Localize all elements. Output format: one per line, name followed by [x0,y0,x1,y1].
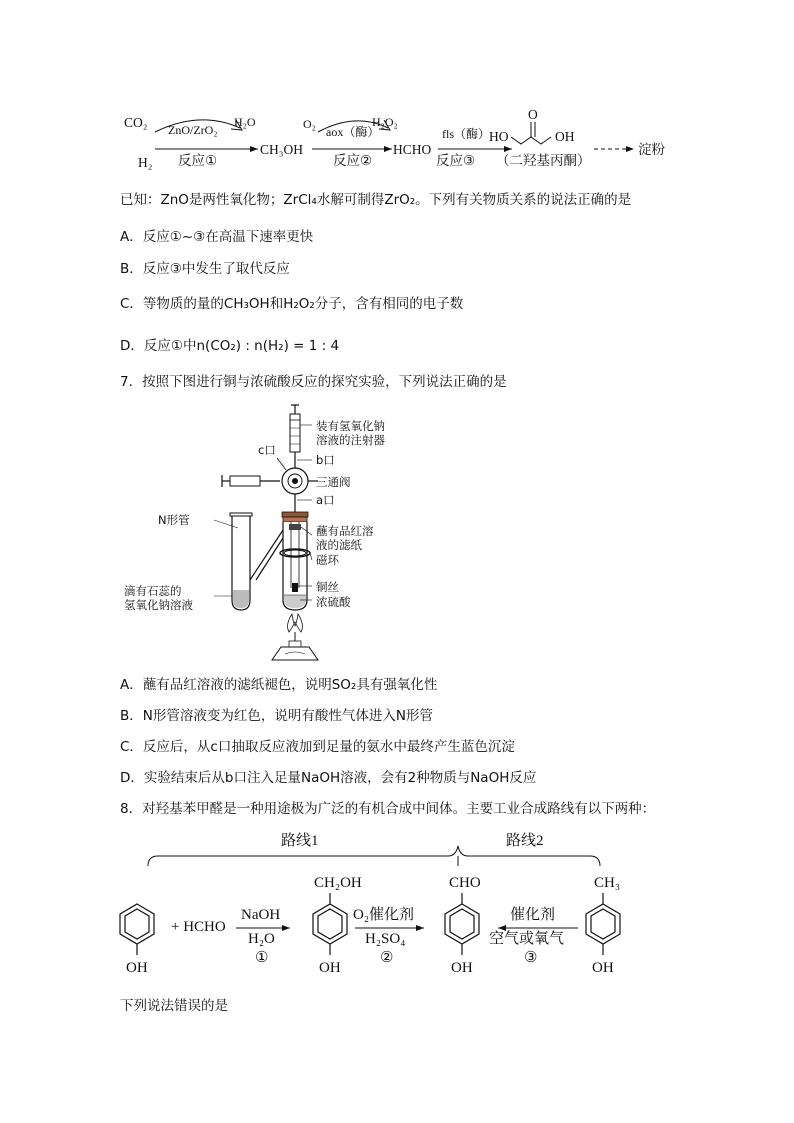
h2o-out-label: H₂O [234,115,256,129]
step2-label: ② [380,950,394,966]
h2-label: H₂ [138,155,153,170]
label-a-port: a口 [316,493,335,507]
reagent2-top: O₂催化剂 [353,907,415,923]
label-syringe: 装有氢氧化钠 [316,419,385,433]
hcho-label: HCHO [393,142,432,157]
co2-label: CO₂ [124,115,148,130]
q6-known: 已知：ZnO是两性氧化物；ZrCl₄水解可制得ZrO₂。下列有关物质关系的说法正确的是 [120,192,632,208]
phenol-oh: OH [126,960,148,976]
q7-stem: 7．按照下图进行铜与浓硫酸反应的探究实验，下列说法正确的是 [120,374,507,390]
label-valve: 三通阀 [316,475,351,489]
reaction1-label: 反应① [178,153,218,169]
label-filter-paper-2: 液的滤纸 [316,538,362,552]
label-cu-wire: 铜丝 [316,580,339,594]
reagent3-top: 催化剂 [510,907,556,923]
route1-label: 路线1 [281,833,319,849]
step1-label: ① [255,950,269,966]
benzyl-oh: OH [319,960,341,976]
label-litmus: 滴有石蕊的 [124,584,182,598]
label-syringe-2: 溶液的注射器 [316,433,385,447]
cresol-oh: OH [592,960,614,976]
label-filter-paper: 蘸有品红溶 [316,524,374,538]
reagent2-bottom: H₂SO₄ [365,931,406,947]
q7-option-a: A．蘸有品红溶液的滤纸褪色，说明SO₂具有强氧化性 [120,677,438,693]
label-c-port: c口 [258,443,276,457]
o2-in-label: O₂ [303,117,316,131]
reagent1-bottom: H₂O [248,931,275,947]
q6-option-d: D．反应①中n(CO₂) : n(H₂) = 1 : 4 [120,338,340,354]
h2o2-out-label: H₂O₂ [372,115,398,129]
step3-label: ③ [524,950,538,966]
reaction2-label: 反应② [333,153,373,169]
label-litmus-2: 氢氧化钠溶液 [124,598,193,612]
q7-option-d: D．实验结束后从b口注入足量NaOH溶液，会有2种物质与NaOH反应 [120,770,537,786]
q7-option-b: B．N形管溶液变为红色，说明有酸性气体进入N形管 [120,708,433,724]
ch3-label: CH₃ [594,875,621,891]
catalyst1-label: ZnO/ZrO₂ [168,123,218,137]
q8-stem: 8．对羟基苯甲醛是一种用途极为广泛的有机合成中间体。主要工业合成路线有以下两种： [120,801,656,817]
label-n-tube: N形管 [158,513,190,527]
q6-option-c: C．等物质的量的CH₃OH和H₂O₂分子，含有相同的电子数 [120,296,464,312]
starch-label: 淀粉 [638,142,665,158]
aldehyde-oh: OH [451,960,473,976]
dihydroxyacetone-label: （二羟基丙酮） [496,153,591,169]
q7-option-c: C．反应后，从c口抽取反应液加到足量的氨水中最终产生蓝色沉淀 [120,739,515,755]
label-b-port: b口 [316,453,335,467]
oh-right-label: OH [555,129,575,144]
q8-tail: 下列说法错误的是 [120,998,228,1014]
cho-label: CHO [449,875,481,891]
reaction3-label: 反应③ [436,153,476,169]
carbonyl-o-label: O [528,107,538,122]
plus-hcho: + HCHO [171,919,226,935]
ho-left-label: HO [489,129,509,144]
q6-option-a: A．反应①~③在高温下速率更快 [120,229,314,245]
fls-enzyme-label: fls（酶） [442,127,491,141]
label-magnet: 磁环 [316,553,339,567]
route2-label: 路线2 [506,833,544,849]
reagent3-bottom: 空气或氧气 [489,931,565,947]
q6-option-b: B．反应③中发生了取代反应 [120,261,290,277]
aox-enzyme-label: aox（酶） [326,125,380,139]
ch2oh-label: CH₂OH [314,875,362,891]
label-h2so4: 浓硫酸 [316,595,351,609]
reagent1-top: NaOH [241,907,281,923]
ch3oh-label: CH₃OH [260,142,303,157]
